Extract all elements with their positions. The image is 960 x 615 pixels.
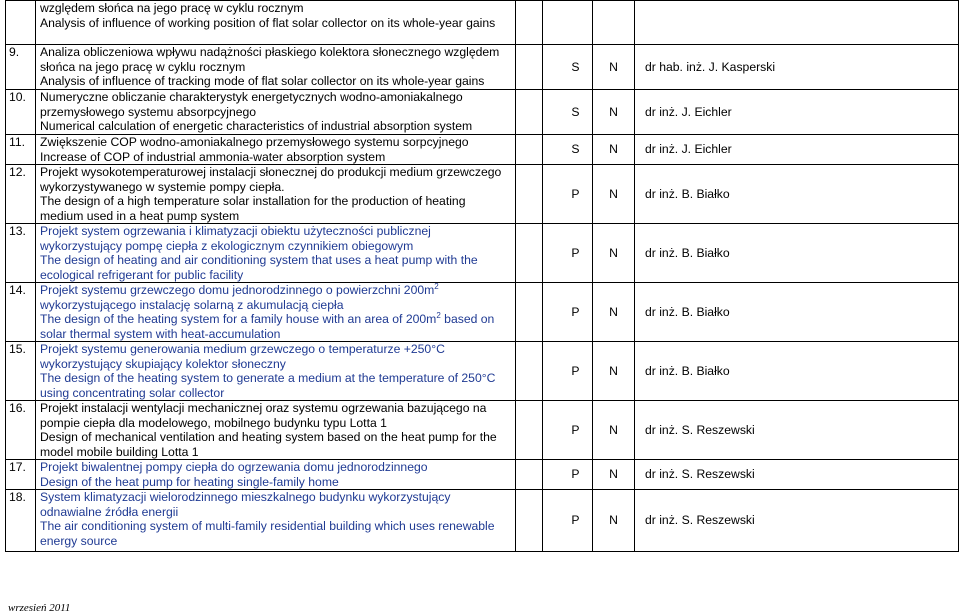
- supervisor: dr inż. B. Białko: [635, 224, 959, 283]
- topic-title: [36, 490, 516, 552]
- supervisor: dr inż. J. Eichler: [635, 90, 959, 135]
- topic-title: [36, 401, 516, 460]
- topic-type: P: [543, 460, 593, 490]
- table-row: [6, 401, 959, 460]
- spacer-cell: [516, 401, 543, 460]
- topic-title: [36, 165, 516, 224]
- table-row: [6, 165, 959, 224]
- row-number: 9.: [6, 45, 36, 90]
- table-row: [6, 1, 959, 45]
- table-row: [6, 283, 959, 342]
- spacer-cell: [516, 135, 543, 165]
- spacer-cell: [516, 490, 543, 552]
- title-en: The design of the heating system to generate a medium at the temperature of 250°C using concentrating solar collector: [40, 371, 496, 400]
- title-en: Numerical calculation of energetic characteristics of industrial absorption system: [40, 119, 473, 133]
- spacer-cell: [516, 90, 543, 135]
- title-en: The design of the heating system for a family house with an area of 200m: [40, 312, 437, 326]
- spacer-cell: [516, 45, 543, 90]
- supervisor: dr inż. B. Białko: [635, 283, 959, 342]
- row-number: 12.: [6, 165, 36, 224]
- topic-mode: N: [593, 490, 635, 552]
- title-pl: Numeryczne obliczanie charakterystyk energetycznych wodno-amoniakalnego przemysłowego systemu absorpcyjnego: [40, 90, 463, 119]
- topic-type: P: [543, 342, 593, 401]
- topic-mode: N: [593, 342, 635, 401]
- table-row: [6, 45, 959, 90]
- topic-title: [36, 135, 516, 165]
- row-number: 13.: [6, 224, 36, 283]
- row-number: 16.: [6, 401, 36, 460]
- topic-mode: N: [593, 224, 635, 283]
- superscript: 2: [434, 281, 439, 291]
- title-pl: względem słońca na jego pracę w cyklu rocznym: [40, 1, 304, 15]
- topic-title: [36, 224, 516, 283]
- title-pl: Projekt biwalentnej pompy ciepła do ogrzewania domu jednorodzinnego: [40, 460, 428, 474]
- topic-type: [543, 1, 593, 45]
- title-en: Design of the heat pump for heating single-family home: [40, 474, 339, 489]
- topic-mode: N: [593, 135, 635, 165]
- title-pl: Projekt system ogrzewania i klimatyzacji obiektu użyteczności publicznej wykorzystujący pompę ciepła z ekologicznym czynnikiem obiegowym: [40, 224, 431, 253]
- supervisor: dr hab. inż. J. Kasperski: [635, 45, 959, 90]
- supervisor: dr inż. S. Reszewski: [635, 401, 959, 460]
- supervisor: dr inż. J. Eichler: [635, 135, 959, 165]
- topic-type: S: [543, 135, 593, 165]
- topic-type: S: [543, 45, 593, 90]
- table-row: [6, 224, 959, 283]
- title-en: Increase of COP of industrial ammonia-water absorption system: [40, 149, 386, 164]
- superscript: 2: [436, 310, 441, 320]
- table-row: [6, 342, 959, 401]
- title-en: Analysis of influence of working position of flat solar collector on its whole-year gains: [40, 15, 496, 30]
- topic-mode: N: [593, 90, 635, 135]
- supervisor: dr inż. B. Białko: [635, 342, 959, 401]
- topic-mode: N: [593, 165, 635, 224]
- spacer-cell: [516, 165, 543, 224]
- title-pl-cont: wykorzystującego instalację solarną z akumulacją ciepła: [40, 297, 344, 312]
- title-en: The air conditioning system of multi-family residential building which uses renewable energy source: [40, 519, 495, 548]
- title-en: Analysis of influence of tracking mode of flat solar collector on its whole-year gains: [40, 74, 485, 88]
- topic-mode: N: [593, 45, 635, 90]
- topic-title: [36, 283, 516, 342]
- spacer-cell: [516, 460, 543, 490]
- title-en: The design of a high temperature solar installation for the production of heating medium used in a heat pump system: [40, 194, 466, 223]
- topic-type: P: [543, 165, 593, 224]
- title-pl: Projekt wysokotemperaturowej instalacji słonecznej do produkcji medium grzewczego wykorzystywanego w systemie pompy ciepła.: [40, 165, 502, 194]
- topic-mode: [593, 1, 635, 45]
- title-pl: Analiza obliczeniowa wpływu nadążności płaskiego kolektora słonecznego względem słońca na jego pracę w cyklu rocznym: [40, 45, 500, 74]
- title-pl: Projekt systemu grzewczego domu jednorodzinnego o powierzchni 200m: [40, 283, 435, 297]
- topic-type: P: [543, 401, 593, 460]
- title-pl: Projekt systemu generowania medium grzewczego o temperaturze +250°C wykorzystujący skupiający kolektor słoneczny: [40, 342, 445, 371]
- title-en-cont: based on solar thermal system with heat-accumulation: [40, 312, 495, 341]
- row-number: 10.: [6, 90, 36, 135]
- spacer-cell: [516, 1, 543, 45]
- row-number: 17.: [6, 460, 36, 490]
- topic-title: [36, 460, 516, 490]
- topic-title: [36, 90, 516, 135]
- title-en: The design of heating and air conditioning system that uses a heat pump with the ecological refrigerant for public facility: [40, 253, 478, 282]
- table-row: [6, 460, 959, 490]
- title-pl: Projekt instalacji wentylacji mechanicznej oraz systemu ogrzewania bazującego na pompie ciepła dla modelowego, mobilnego budynku typu Lotta 1: [40, 401, 487, 430]
- supervisor: [635, 1, 959, 45]
- title-pl: System klimatyzacji wielorodzinnego mieszkalnego budynku wykorzystujący odnawialne źródła energii: [40, 490, 451, 519]
- spacer-cell: [516, 224, 543, 283]
- title-en: Design of mechanical ventilation and heating system based on the heat pump for the model mobile building Lotta 1: [40, 430, 497, 459]
- topic-title: [36, 342, 516, 401]
- spacer-cell: [516, 342, 543, 401]
- topic-mode: N: [593, 283, 635, 342]
- row-number: 11.: [6, 135, 36, 165]
- topic-type: P: [543, 283, 593, 342]
- title-pl: Zwiększenie COP wodno-amoniakalnego przemysłowego systemu sorpcyjnego: [40, 135, 469, 149]
- footer-date: wrzesień 2011: [8, 602, 71, 614]
- supervisor: dr inż. B. Białko: [635, 165, 959, 224]
- topic-title: [36, 45, 516, 90]
- table-row: [6, 135, 959, 165]
- topic-mode: N: [593, 401, 635, 460]
- row-number: [6, 1, 36, 45]
- row-number: 18.: [6, 490, 36, 552]
- supervisor: dr inż. S. Reszewski: [635, 460, 959, 490]
- topic-type: S: [543, 90, 593, 135]
- topic-title: [36, 1, 516, 45]
- table-row: [6, 90, 959, 135]
- supervisor: dr inż. S. Reszewski: [635, 490, 959, 552]
- spacer-cell: [516, 283, 543, 342]
- topic-mode: N: [593, 460, 635, 490]
- table-row: [6, 490, 959, 552]
- thesis-topics-table: [5, 0, 959, 552]
- row-number: 14.: [6, 283, 36, 342]
- topic-type: P: [543, 490, 593, 552]
- row-number: 15.: [6, 342, 36, 401]
- topic-type: P: [543, 224, 593, 283]
